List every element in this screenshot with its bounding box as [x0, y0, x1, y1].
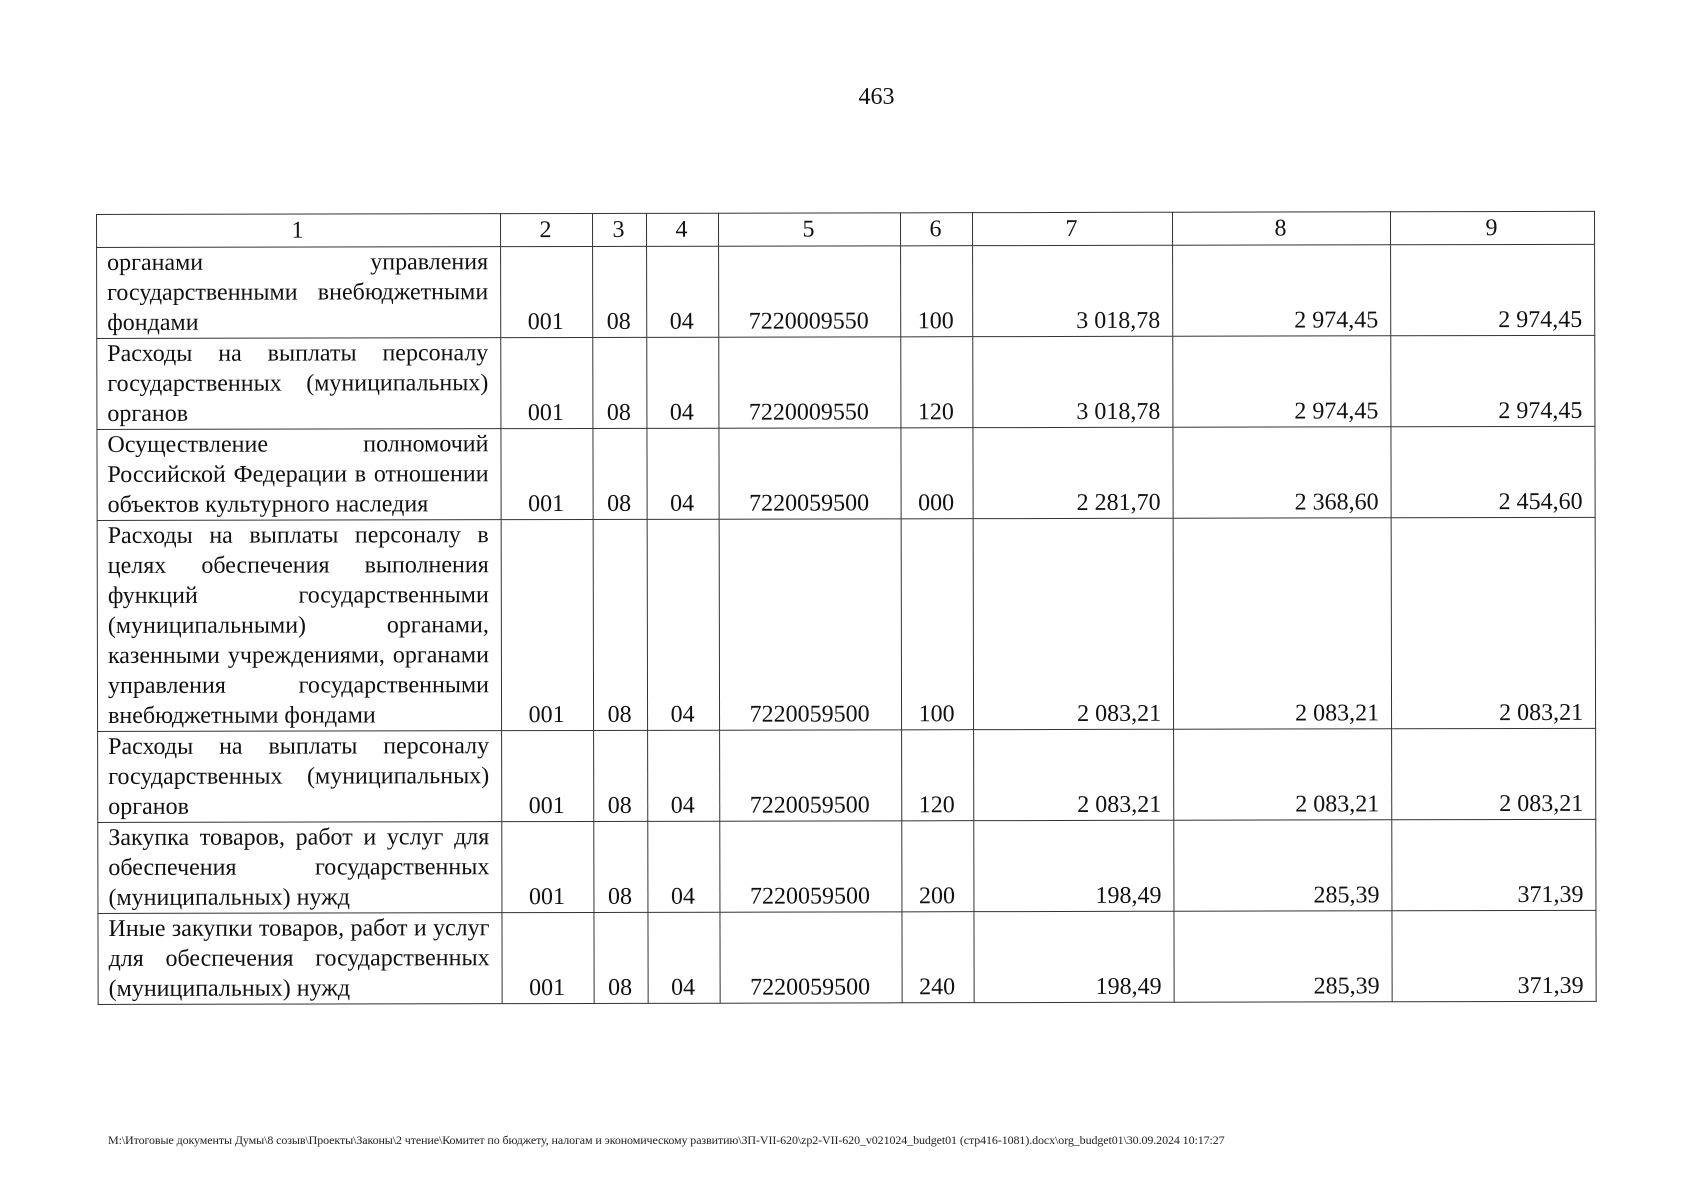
row-col-7: 2 083,21: [973, 518, 1173, 729]
row-col-5: 7220059500: [719, 428, 901, 519]
header-col-9: 9: [1390, 211, 1594, 244]
row-col-3: 08: [594, 912, 648, 1003]
row-col-5: 7220009550: [719, 246, 901, 337]
row-col-2: 001: [502, 912, 594, 1003]
row-col-4: 04: [648, 821, 720, 912]
row-col-4: 04: [647, 428, 719, 519]
row-col-6: 100: [901, 519, 973, 730]
row-col-2: 001: [501, 428, 593, 519]
row-col-8: 285,39: [1174, 820, 1392, 911]
row-description: органами управления государственными внебюджетными фондами: [97, 247, 501, 339]
row-col-8: 2 083,21: [1174, 729, 1392, 820]
row-col-5: 7220059500: [720, 730, 902, 821]
row-col-7: 198,49: [974, 820, 1174, 911]
row-col-9: 2 454,60: [1391, 426, 1595, 517]
row-col-3: 08: [593, 246, 647, 337]
row-col-2: 001: [502, 730, 594, 821]
row-col-6: 120: [901, 337, 973, 428]
row-col-8: 285,39: [1174, 911, 1392, 1002]
row-col-3: 08: [593, 337, 647, 428]
table-row: [98, 819, 1596, 913]
row-description: Расходы на выплаты персоналу государственных (муниципальных) органов: [98, 731, 502, 823]
table-row: [97, 244, 1595, 338]
row-col-7: 2 083,21: [974, 729, 1174, 820]
row-description: Расходы на выплаты персоналу в целях обеспечения выполнения функций государственными (муниципальными) органами, казенными учреждениями, органами управления государственными внебюджетными фондами: [97, 520, 501, 732]
row-description: Осуществление полномочий Российской Федерации в отношении объектов культурного наследия: [97, 429, 501, 521]
row-col-7: 3 018,78: [973, 245, 1173, 336]
document-file-path: М:\Итоговые документы Думы\8 созыв\Проекты\Законы\2 чтение\Комитет по бюджету, налогам и экономическому развитию\ЗП-VII-620\zp2-VII-620_v021024_budget01 (стр416-1081).docx\org_budget01\30.09.2024 10:17:27: [108, 1133, 1225, 1147]
row-description: Иные закупки товаров, работ и услуг для обеспечения государственных (муниципальных) нужд: [98, 913, 502, 1005]
row-col-8: 2 974,45: [1173, 336, 1391, 427]
row-col-9: 371,39: [1392, 910, 1596, 1001]
row-col-7: 3 018,78: [973, 336, 1173, 427]
row-col-7: 198,49: [974, 911, 1174, 1002]
row-col-6: 000: [901, 428, 973, 519]
row-col-5: 7220009550: [719, 337, 901, 428]
header-col-3: 3: [592, 213, 646, 246]
row-col-4: 04: [647, 246, 719, 337]
row-col-3: 08: [593, 519, 647, 730]
row-description: Расходы на выплаты персоналу государственных (муниципальных) органов: [97, 338, 501, 430]
row-col-6: 240: [902, 912, 974, 1003]
header-col-2: 2: [501, 213, 593, 246]
row-col-9: 371,39: [1392, 819, 1596, 910]
row-col-7: 2 281,70: [973, 427, 1173, 518]
row-col-4: 04: [648, 730, 720, 821]
header-col-6: 6: [900, 213, 972, 246]
header-col-5: 5: [718, 213, 900, 246]
table-row: [98, 728, 1596, 822]
table-row: [97, 517, 1595, 731]
row-col-9: 2 083,21: [1391, 517, 1595, 728]
table-row: [97, 426, 1595, 520]
header-col-4: 4: [646, 213, 718, 246]
table-row: [97, 335, 1595, 429]
header-col-7: 7: [972, 212, 1172, 245]
row-col-9: 2 974,45: [1391, 335, 1595, 426]
row-col-3: 08: [594, 821, 648, 912]
row-col-5: 7220059500: [720, 912, 902, 1003]
row-col-4: 04: [647, 337, 719, 428]
row-col-5: 7220059500: [720, 821, 902, 912]
row-description: Закупка товаров, работ и услуг для обеспечения государственных (муниципальных) нужд: [98, 822, 502, 914]
row-col-9: 2 974,45: [1391, 244, 1595, 335]
row-col-4: 04: [647, 519, 719, 730]
row-col-6: 100: [901, 246, 973, 337]
header-col-8: 8: [1172, 212, 1390, 245]
table-row: [98, 910, 1596, 1004]
table-header-row: [97, 211, 1595, 247]
page-number: 463: [858, 84, 895, 110]
row-col-2: 001: [502, 821, 594, 912]
row-col-8: 2 974,45: [1173, 245, 1391, 336]
row-col-6: 200: [902, 821, 974, 912]
row-col-3: 08: [594, 730, 648, 821]
row-col-2: 001: [501, 246, 593, 337]
row-col-9: 2 083,21: [1392, 728, 1596, 819]
row-col-2: 001: [501, 519, 593, 730]
row-col-4: 04: [648, 912, 720, 1003]
row-col-8: 2 368,60: [1173, 427, 1391, 518]
row-col-8: 2 083,21: [1173, 518, 1391, 729]
row-col-6: 120: [902, 730, 974, 821]
row-col-3: 08: [593, 428, 647, 519]
budget-table: [96, 211, 1597, 1005]
row-col-5: 7220059500: [719, 519, 901, 730]
row-col-2: 001: [501, 337, 593, 428]
header-col-1: 1: [97, 214, 501, 248]
